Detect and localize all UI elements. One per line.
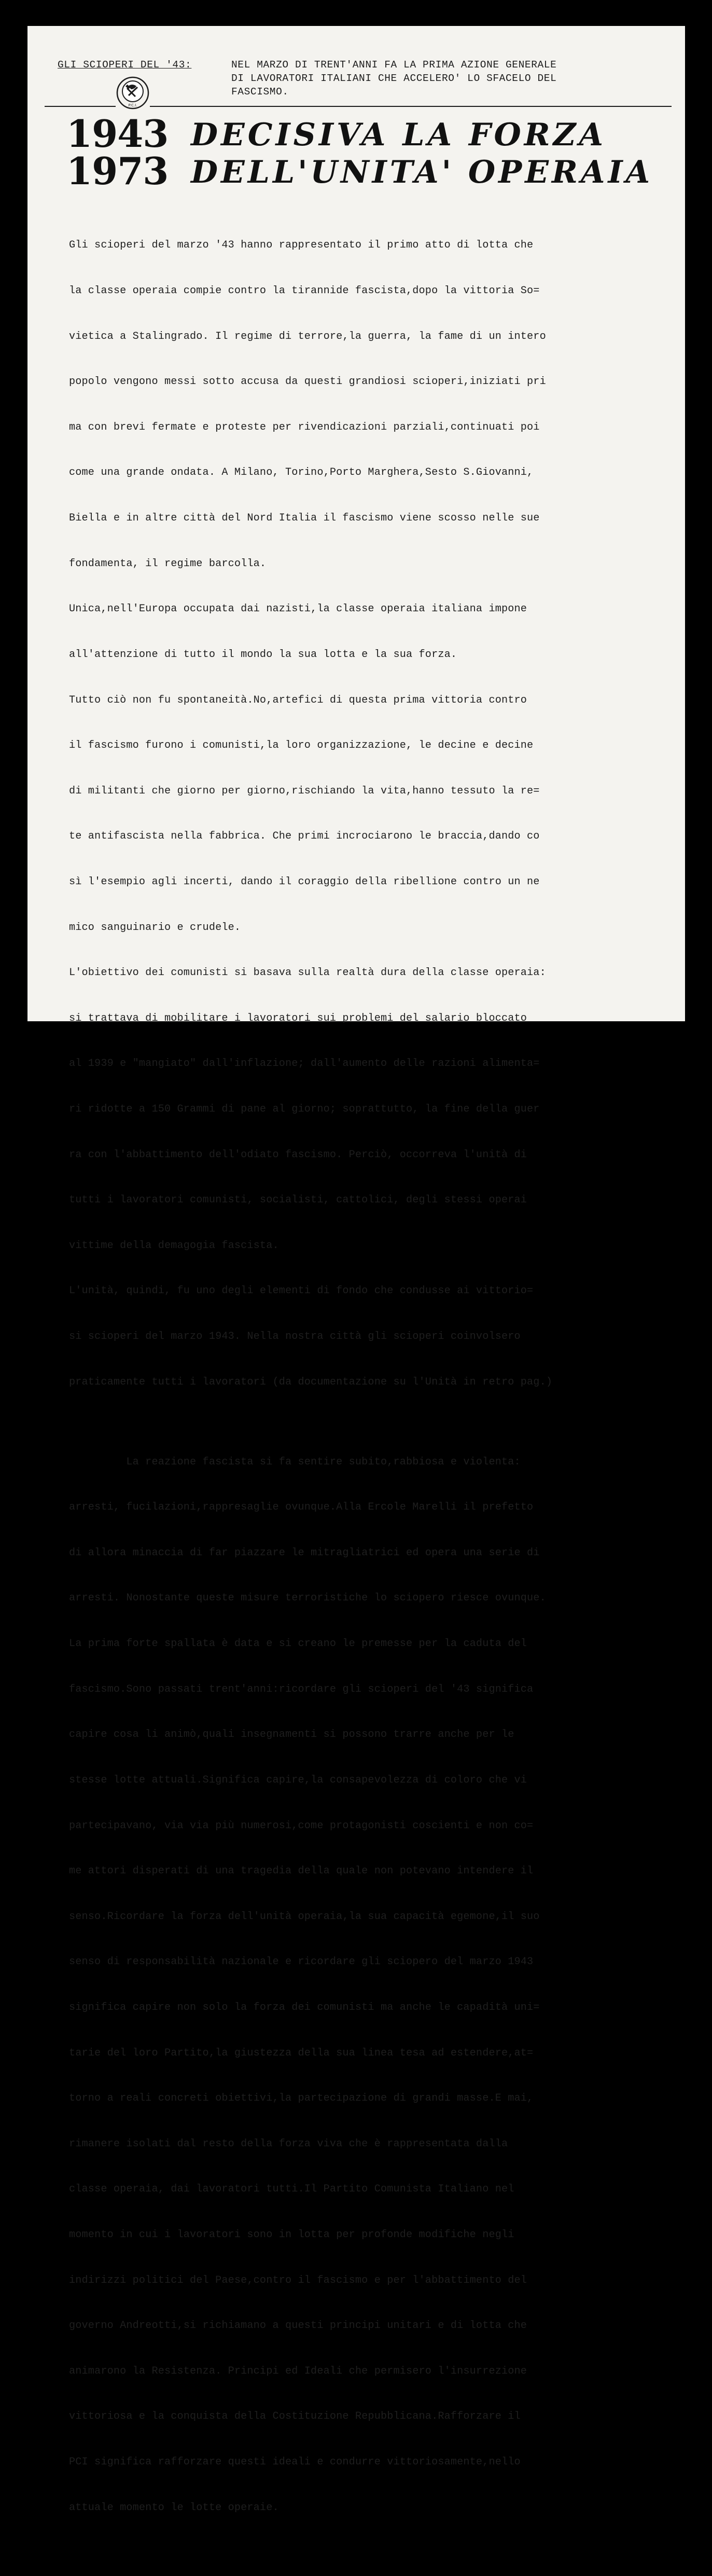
headline-title-line-2: DELL'UNITA' OPERAIA (191, 154, 653, 190)
body-line: partecipavano, via via più numerosi,come protagonisti coscienti e non co= (69, 1819, 534, 1832)
body-line: vietica a Stalingrado. Il regime di terrore,la guerra, la fame di un intero (69, 330, 546, 342)
body-line: la classe operaia compie contro la tirannide fascista,dopo la vittoria So= (69, 285, 540, 297)
body-line: come una grande ondata. A Milano, Torino,Porto Marghera,Sesto S.Giovanni, (69, 467, 534, 479)
body-line: fondamenta, il regime barcolla. (69, 557, 267, 570)
body-line: Biella e in altre città del Nord Italia il fascismo viene scosso nelle sue (69, 512, 540, 525)
body-line: praticamente tutti i lavoratori (da documentazione su l'Unità in retro pag.) (69, 1376, 553, 1388)
body-line: L'unità, quindi, fu uno degli elementi di fondo che condusse ai vittorio= (69, 1285, 534, 1297)
headline-title-line-1: DECISIVA LA FORZA (191, 117, 607, 153)
body-line: mico sanguinario e crudele. (69, 921, 241, 934)
body-line: stesse lotte attuali.Significa capire,la consapevolezza di coloro che vi (69, 1774, 527, 1786)
document-page (27, 26, 685, 2514)
body-line: vittime della demagogia fascista. (69, 1239, 279, 1252)
body-line: vittoriosa e la conquista della Costituzione Repubblicana.Rafforzare il (69, 2410, 521, 2423)
body-line: al 1939 e "mangiato" dall'inflazione; dall'aumento delle razioni alimenta= (69, 1058, 540, 1070)
body-line: significa capire non solo la forza dei comunisti ma anche le capadità uni= (69, 2001, 540, 2013)
body-line: ra con l'abbattimento dell'odiato fascismo. Perciò, occorreva l'unità di (69, 1148, 527, 1161)
body-line: torno a reali concreti obiettivi,la partecipazione di grandi masse.E mai, (69, 2092, 534, 2105)
body-line: arresti, fucilazioni,rappresaglie ovunque.Alla Ercole Marelli il prefetto (69, 1501, 534, 1514)
body-line: di militanti che giorno per giorno,rischiando la vita,hanno tessuto la re= (69, 785, 540, 797)
body-line: me attori disperati di una tragedia della quale non potevano intendere il (69, 1865, 534, 1878)
body-line: Unica,nell'Europa occupata dai nazisti,la classe operaia italiana impone (69, 603, 527, 615)
body-line: tutti i lavoratori comunisti, socialisti, cattolici, degli stessi operai (69, 1194, 527, 1207)
body-line: di allora minaccia di far piazzare le mitragliatrici ed opera una serie di (69, 1546, 540, 1559)
article-body (69, 208, 681, 2576)
body-line: governo Andreotti,si richiamano a questi principi unitari e di lotta che (69, 2320, 527, 2332)
body-line: Tutto ciò non fu spontaneità.No,artefici di questa prima vittoria contro (69, 694, 527, 706)
header-rule-right (150, 106, 672, 107)
paragraph-gap (69, 1420, 681, 1424)
header-rule-left (45, 106, 116, 107)
body-line: si trattava di mobilitare i lavoratori sui problemi del salario bloccato (69, 1012, 527, 1024)
body-line: senso di responsabilità nazionale e ricordare gli sciopero del marzo 1943 (69, 1956, 534, 1968)
headline-year-1973: 1973 (66, 149, 169, 193)
body-line: La prima forte spallata è data e si creano le premesse per la caduta del (69, 1638, 527, 1650)
header-subtitle-line: FASCISMO. (231, 86, 289, 98)
body-line: indirizzi politici del Paese,contro il fascismo e per l'abbattimento del (69, 2274, 527, 2286)
body-line: ma con brevi fermate e proteste per rivendicazioni parziali,continuati poi (69, 421, 540, 433)
body-line: PCI significa rafforzare questi ideali e condurre vittoriosamente,nello (69, 2456, 521, 2469)
body-line: fascismo.Sono passati trent'anni:ricordare gli scioperi del '43 significa (69, 1683, 534, 1695)
body-line: senso.Ricordare la forza dell'unità operaia,la sua capacità egemone,il suo (69, 1910, 540, 1923)
body-line: momento in cui i lavoratori sono in lotta per profonde modifiche negli (69, 2229, 514, 2241)
svg-text:P.C.I.: P.C.I. (128, 103, 137, 107)
body-line: popolo vengono messi sotto accusa da questi grandiosi scioperi,iniziati pri (69, 376, 546, 388)
body-line: si scioperi del marzo 1943. Nella nostra città gli scioperi coinvolsero (69, 1331, 521, 1343)
body-line: animarono la Resistenza. Principi ed Ideali che permisero l'insurrezione (69, 2365, 527, 2377)
body-line: rimanere isolati dal resto della forza viva che è rappresentata dalla (69, 2137, 508, 2150)
header-label: GLI SCIOPERI DEL '43: (58, 59, 192, 71)
body-line: te antifascista nella fabbrica. Che primi incrociarono le braccia,dando co (69, 830, 540, 843)
body-line: sì l'esempio agli incerti, dando il coraggio della ribellione contro un ne (69, 875, 540, 888)
body-line: La reazione fascista si fa sentire subito,rabbiosa e violenta: (69, 1456, 521, 1468)
body-line: L'obiettivo dei comunisti si basava sulla realtà dura della classe operaia: (69, 967, 546, 979)
body-line: classe operaia, dai lavoratori tutti.Il Partito Comunista Italiano nel (69, 2183, 514, 2196)
headline-year-1943: 1943 (66, 112, 169, 156)
header-subtitle (231, 58, 646, 99)
body-line: Gli scioperi del marzo '43 hanno rappresentato il primo atto di lotta che (69, 239, 534, 252)
header-subtitle-line: NEL MARZO DI TRENT'ANNI FA LA PRIMA AZIONE GENERALE (231, 59, 557, 71)
pci-emblem-icon (116, 76, 150, 110)
body-line: ri ridotte a 150 Grammi di pane al giorno; soprattutto, la fine della guer (69, 1103, 540, 1115)
body-line: all'attenzione di tutto il mondo la sua lotta e la sua forza. (69, 648, 457, 661)
body-line: arresti. Nonostante queste misure terroristiche lo sciopero riesce ovunque. (69, 1592, 546, 1605)
header-subtitle-line: DI LAVORATORI ITALIANI CHE ACCELERO' LO SFACELO DEL (231, 73, 557, 84)
body-line: attuale momento le lotte operaie. (69, 2501, 279, 2514)
body-line: il fascismo furono i comunisti,la loro organizzazione, le decine e decine (69, 739, 534, 752)
body-line: tarie del loro Partito,la giustezza della sua linea tesa ad estendere,at= (69, 2047, 534, 2059)
body-line: capire cosa li animò,quali insegnamenti si possono trarre anche per le (69, 1729, 514, 1741)
